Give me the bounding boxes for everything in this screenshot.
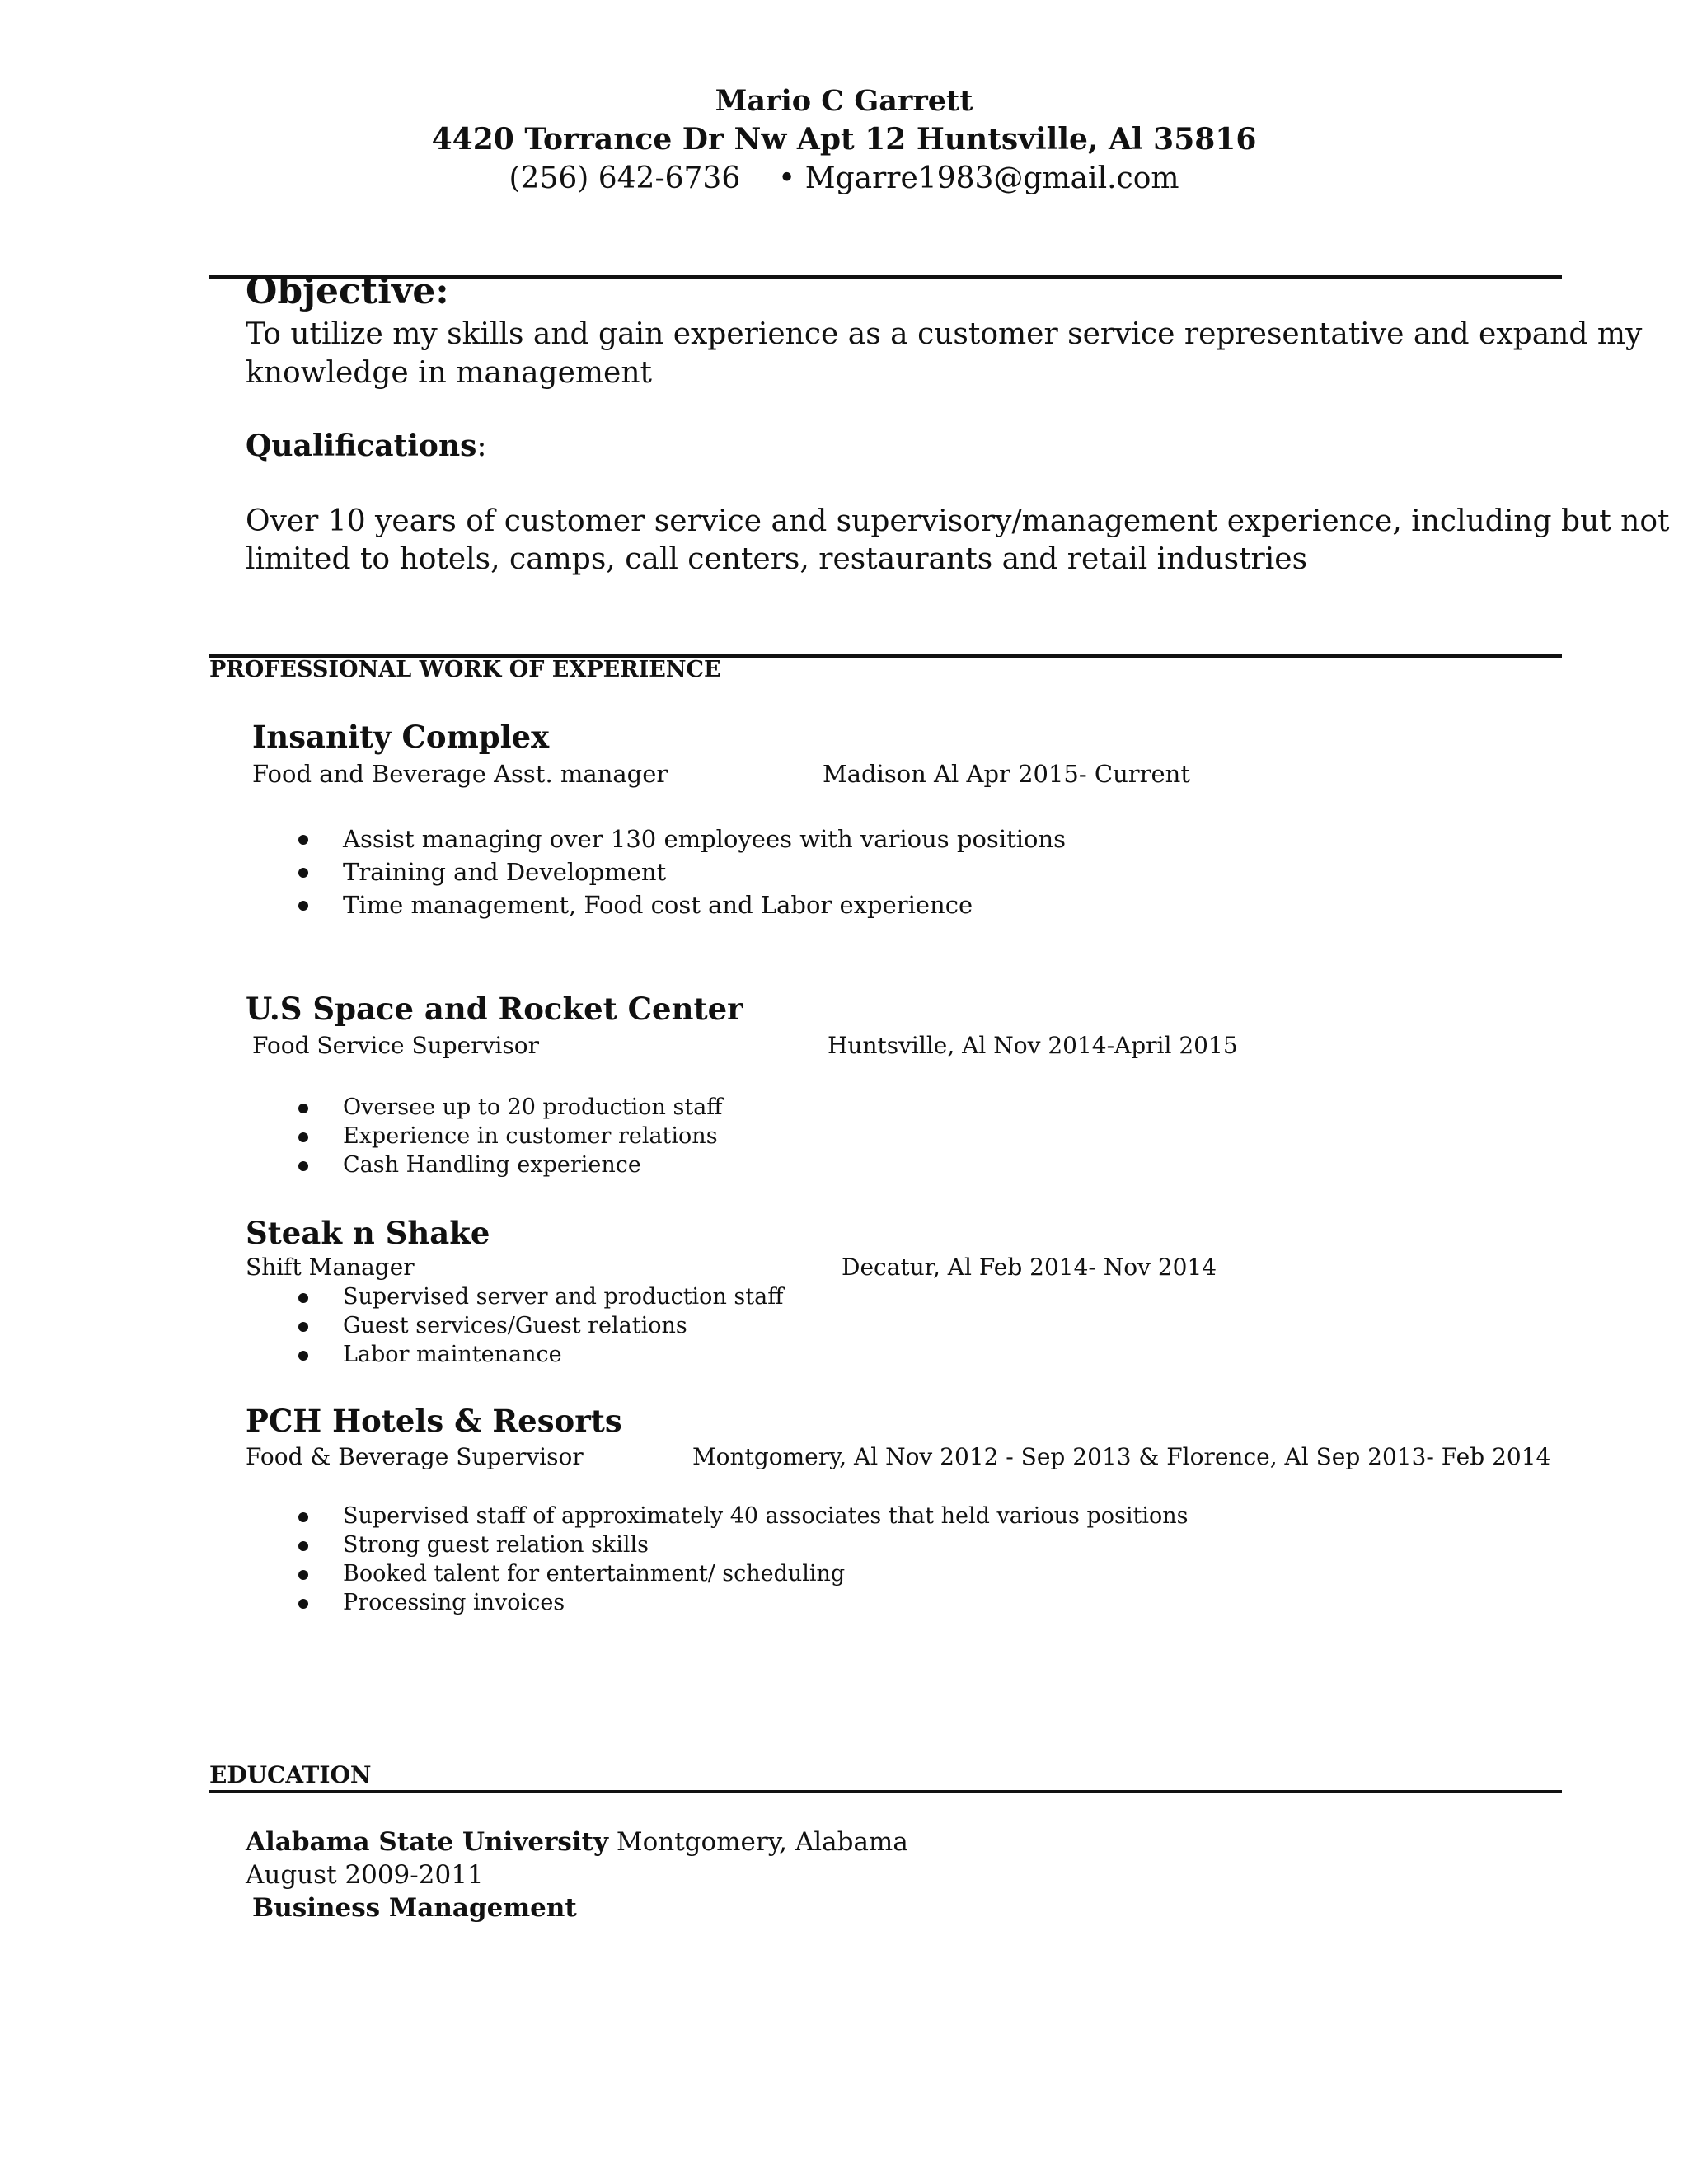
- contact-line: [0, 162, 1688, 195]
- job-bullet: Oversee up to 20 production staff: [343, 1094, 723, 1120]
- education-heading: EDUCATION: [209, 1761, 372, 1788]
- education-school: Alabama State University: [246, 1827, 608, 1857]
- job-company: U.S Space and Rocket Center: [246, 991, 743, 1027]
- email-address: Mgarre1983@gmail.com: [804, 162, 1179, 195]
- education-divider: [209, 1790, 1562, 1793]
- job-location-dates: Montgomery, Al Nov 2012 - Sep 2013 & Florence, Al Sep 2013- Feb 2014: [692, 1443, 1551, 1470]
- bullet-icon: [298, 1322, 308, 1332]
- objective-heading: Objective:: [246, 270, 449, 312]
- job-bullet: Processing invoices: [343, 1590, 565, 1615]
- experience-heading: PROFESSIONAL WORK OF EXPERIENCE: [209, 657, 721, 682]
- bullet-icon: [298, 1293, 308, 1303]
- job-location-dates: Huntsville, Al Nov 2014-April 2015: [828, 1032, 1238, 1059]
- job-bullet: Booked talent for entertainment/ scheduling: [343, 1561, 846, 1586]
- job-bullet: Supervised staff of approximately 40 associates that held various positions: [343, 1503, 1189, 1529]
- job-bullet: Strong guest relation skills: [343, 1532, 649, 1558]
- qualifications-line-2: limited to hotels, camps, call centers, restaurants and retail industries: [246, 542, 1308, 576]
- job-role: Food and Beverage Asst. manager: [252, 760, 668, 788]
- bullet-icon: [298, 901, 308, 911]
- qualifications-heading: Qualifications:: [246, 429, 487, 463]
- bullet-icon: [298, 1104, 308, 1113]
- education-field: Business Management: [252, 1893, 577, 1923]
- education-location: Montgomery, Alabama: [607, 1827, 908, 1857]
- bullet-icon: [298, 1512, 308, 1522]
- bullet-icon: [298, 1132, 308, 1142]
- bullet-icon: [298, 1351, 308, 1361]
- separator-bullet: •: [778, 162, 796, 195]
- job-company: Steak n Shake: [246, 1215, 490, 1251]
- job-company: Insanity Complex: [252, 719, 550, 755]
- job-role: Food & Beverage Supervisor: [246, 1443, 584, 1470]
- job-role: Shift Manager: [246, 1254, 415, 1281]
- job-location-dates: Madison Al Apr 2015- Current: [823, 760, 1190, 788]
- phone-number: (256) 642-6736: [509, 162, 741, 195]
- bullet-icon: [298, 868, 308, 878]
- bullet-icon: [298, 835, 308, 845]
- job-location-dates: Decatur, Al Feb 2014- Nov 2014: [842, 1254, 1217, 1281]
- objective-line-2: knowledge in management: [246, 356, 652, 390]
- job-bullet: Cash Handling experience: [343, 1152, 641, 1178]
- job-bullet: Supervised server and production staff: [343, 1284, 784, 1310]
- job-bullet: Training and Development: [343, 858, 667, 886]
- job-bullet: Labor maintenance: [343, 1342, 562, 1367]
- job-company: PCH Hotels & Resorts: [246, 1403, 622, 1439]
- job-role: Food Service Supervisor: [252, 1032, 539, 1059]
- job-bullet: Time management, Food cost and Labor experience: [343, 891, 973, 919]
- education-dates: August 2009-2011: [246, 1860, 484, 1890]
- job-bullet: Guest services/Guest relations: [343, 1313, 687, 1338]
- bullet-icon: [298, 1161, 308, 1171]
- applicant-address: 4420 Torrance Dr Nw Apt 12 Huntsville, Al 35816: [431, 122, 1257, 157]
- qualifications-line-1: Over 10 years of customer service and supervisory/management experience, including but not: [246, 504, 1670, 538]
- objective-line-1: To utilize my skills and gain experience as a customer service representative and expand my: [246, 317, 1643, 351]
- bullet-icon: [298, 1541, 308, 1551]
- bullet-icon: [298, 1599, 308, 1609]
- bullet-icon: [298, 1570, 308, 1580]
- job-bullet: Assist managing over 130 employees with various positions: [343, 825, 1067, 853]
- job-bullet: Experience in customer relations: [343, 1123, 718, 1149]
- applicant-name: Mario C Garrett: [715, 84, 973, 118]
- education-school-line: [246, 1827, 908, 1857]
